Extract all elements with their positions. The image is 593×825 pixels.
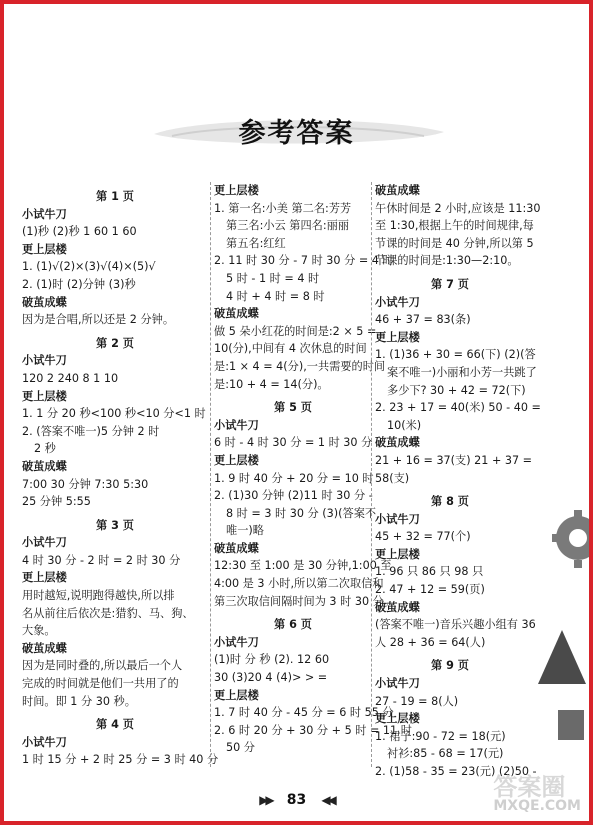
answer-column-1 — [22, 182, 219, 769]
page-heading: 第 4 页 — [96, 718, 134, 732]
answer-line: 唯一)略 — [226, 524, 264, 538]
answer-line: 2. 6 时 20 分 + 30 分 + 5 时 = 11 时 — [214, 723, 412, 737]
answer-line: 2 秒 — [34, 442, 56, 456]
page-heading: 第 5 页 — [274, 401, 312, 415]
section-heading: 更上层楼 — [22, 389, 67, 403]
answer-line: 多少下? 30 + 42 = 72(下) — [387, 383, 526, 397]
triangle-decoration-icon — [534, 624, 589, 704]
answer-line: 1 时 15 分 + 2 时 25 分 = 3 时 40 分 — [22, 753, 219, 767]
square-decoration-icon — [552, 704, 589, 754]
page-heading: 第 9 页 — [431, 659, 469, 673]
answer-line: 120 2 240 8 1 10 — [22, 371, 119, 385]
section-heading: 更上层楼 — [214, 688, 259, 702]
answer-line: 案不唯一)小丽和小芳一共跳了 — [387, 365, 537, 379]
answer-line: 大象。 — [22, 624, 56, 638]
answer-line: 因为是合唱,所以还是 2 分钟。 — [22, 313, 175, 327]
section-heading: 更上层楼 — [375, 712, 420, 726]
section-heading: 更上层楼 — [22, 571, 67, 585]
section-heading: 更上层楼 — [375, 330, 420, 344]
answer-line: 完成的时间就是他们一共用了的 — [22, 677, 179, 691]
section-heading: 小试牛刀 — [22, 207, 67, 221]
page-heading: 第 2 页 — [96, 336, 134, 350]
answer-line: (1)时 分 秒 (2). 12 60 — [214, 653, 330, 667]
answer-line: 4 时 + 4 时 = 8 时 — [226, 289, 325, 303]
answer-line: 50 分 — [226, 741, 255, 755]
column-divider — [371, 182, 372, 767]
section-heading: 小试牛刀 — [214, 418, 259, 432]
double-arrow-left-icon: ◀◀ — [321, 792, 334, 807]
answer-line: 1. 9 时 40 分 + 20 分 = 10 时 — [214, 471, 374, 485]
answer-line: 至 1:30,根据上午的时间规律,每 — [375, 219, 534, 233]
watermark — [493, 775, 581, 813]
section-heading: 更上层楼 — [214, 453, 259, 467]
answer-line: 是:1 × 4 = 4(分),一共需要的时间 — [214, 359, 386, 373]
answer-line: 30 (3)20 4 (4)> > = — [214, 671, 328, 685]
answer-line: 1. 96 只 86 只 98 只 — [375, 565, 484, 579]
answer-line: 时间。即 1 分 30 秒。 — [22, 694, 136, 708]
answer-line: 58(支) — [375, 471, 410, 485]
answer-line: (1)秒 (2)秒 1 60 1 60 — [22, 225, 137, 239]
answer-line: 节课的时间是 40 分钟,所以第 5 — [375, 236, 534, 250]
answer-line: 第五名:红红 — [226, 236, 286, 250]
column-divider — [210, 182, 211, 767]
answer-line: 1. (1)√(2)×(3)√(4)×(5)√ — [22, 260, 156, 274]
page-heading: 第 7 页 — [431, 277, 469, 291]
section-heading: 更上层楼 — [375, 547, 420, 561]
answer-line: 8 时 = 3 时 30 分 (3)(答案不 — [226, 506, 377, 520]
section-heading: 小试牛刀 — [375, 295, 420, 309]
section-heading: 破茧成蝶 — [22, 641, 67, 655]
section-heading: 破茧成蝶 — [214, 307, 259, 321]
answer-line: 人 28 + 36 = 64(人) — [375, 635, 486, 649]
answer-line: 12:30 至 1:00 是 30 分钟,1:00 至 — [214, 559, 392, 573]
section-heading: 破茧成蝶 — [214, 541, 259, 555]
section-heading: 破茧成蝶 — [22, 459, 67, 473]
watermark-url: MXQE.COM — [493, 798, 581, 814]
gear-decoration-icon — [544, 504, 589, 574]
page-heading: 第 6 页 — [274, 618, 312, 632]
answer-line: 10(分),中间有 4 次休息的时间 — [214, 342, 367, 356]
page-heading: 第 1 页 — [96, 190, 134, 203]
answer-line: 6 时 - 4 时 30 分 = 1 时 30 分 — [214, 436, 373, 450]
section-heading: 小试牛刀 — [22, 735, 67, 749]
answer-line: 2. (1)58 - 35 = 23(元) (2)50 - — [375, 765, 537, 778]
answer-line: 1. 7 时 40 分 - 45 分 = 6 时 55 分 — [214, 706, 394, 720]
answer-line: 衬衫:85 - 68 = 17(元) — [387, 747, 504, 761]
answer-line: 1. (1)36 + 30 = 66(下) (2)(答 — [375, 348, 536, 362]
answer-line: 因为是同时叠的,所以最后一个人 — [22, 659, 183, 673]
answer-line: 7:00 30 分钟 7:30 5:30 — [22, 477, 149, 491]
answer-line: 2. (答案不唯一)5 分钟 2 时 — [22, 424, 160, 438]
answer-line: 5 时 - 1 时 = 4 时 — [226, 271, 320, 285]
answer-line: 2. (1)时 (2)分钟 (3)秒 — [22, 277, 136, 291]
answer-line: 1. 裙子:90 - 72 = 18(元) — [375, 729, 506, 743]
section-heading: 破茧成蝶 — [375, 184, 420, 197]
answer-line: 做 5 朵小红花的时间是:2 × 5 = — [214, 324, 377, 338]
answer-line: 2. (1)30 分钟 (2)11 时 30 分 - — [214, 489, 373, 503]
page-heading: 第 8 页 — [431, 495, 469, 509]
section-heading: 破茧成蝶 — [375, 600, 420, 614]
answer-line: 2. 47 + 12 = 59(页) — [375, 583, 485, 597]
answer-line: 21 + 16 = 37(支) 21 + 37 = — [375, 453, 533, 467]
answer-line: (答案不唯一)音乐兴趣小组有 36 — [375, 618, 536, 632]
page-number: 83 — [286, 791, 307, 808]
answer-line: 节课的时间是:1:30—2:10。 — [375, 254, 519, 268]
answer-line: 第三名:小云 第四名:丽丽 — [226, 219, 349, 233]
section-heading: 破茧成蝶 — [375, 436, 420, 450]
double-arrow-right-icon: ▶▶ — [259, 792, 272, 807]
section-heading: 小试牛刀 — [375, 512, 420, 526]
section-heading: 小试牛刀 — [22, 536, 67, 550]
answer-line: 25 分钟 5:55 — [22, 495, 91, 509]
section-heading: 小试牛刀 — [214, 635, 259, 649]
answer-line: 27 - 19 = 8(人) — [375, 694, 459, 708]
section-heading: 小试牛刀 — [22, 354, 67, 368]
answer-line: 45 + 32 = 77(个) — [375, 530, 471, 544]
page-heading: 第 3 页 — [96, 518, 134, 532]
section-heading: 小试牛刀 — [375, 677, 420, 691]
answer-column-3 — [375, 182, 541, 781]
page-title: 参考答案 — [238, 118, 355, 149]
answer-line: 是:10 + 4 = 14(分)。 — [214, 377, 329, 391]
answer-line: 2. 11 时 30 分 - 7 时 30 分 = 4 时 — [214, 254, 394, 268]
answer-line: 午休时间是 2 小时,应该是 11:30 — [375, 201, 541, 215]
watermark-logo-text: 答案圈 — [493, 773, 566, 801]
answer-line: 46 + 37 = 83(条) — [375, 313, 471, 327]
answer-line: 4 时 30 分 - 2 时 = 2 时 30 分 — [22, 553, 181, 567]
section-heading: 更上层楼 — [214, 184, 259, 197]
answer-line: 第三次取信间隔时间为 3 时 30 分。 — [214, 594, 396, 608]
section-heading: 更上层楼 — [22, 242, 67, 256]
answer-line: 1. 1 分 20 秒<100 秒<10 分<1 时 — [22, 407, 206, 421]
answer-line: 1. 第一名:小美 第二名:芳芳 — [214, 201, 352, 215]
answer-line: 4:00 是 3 小时,所以第二次取信和 — [214, 577, 384, 591]
answer-line: 名从前往后依次是:猎豹、马、狗、 — [22, 606, 194, 620]
section-heading: 破茧成蝶 — [22, 295, 67, 309]
answer-line: 2. 23 + 17 = 40(米) 50 - 40 = — [375, 401, 541, 415]
answer-line: 用时越短,说明跑得越快,所以排 — [22, 589, 175, 603]
answer-line: 10(米) — [387, 418, 422, 432]
